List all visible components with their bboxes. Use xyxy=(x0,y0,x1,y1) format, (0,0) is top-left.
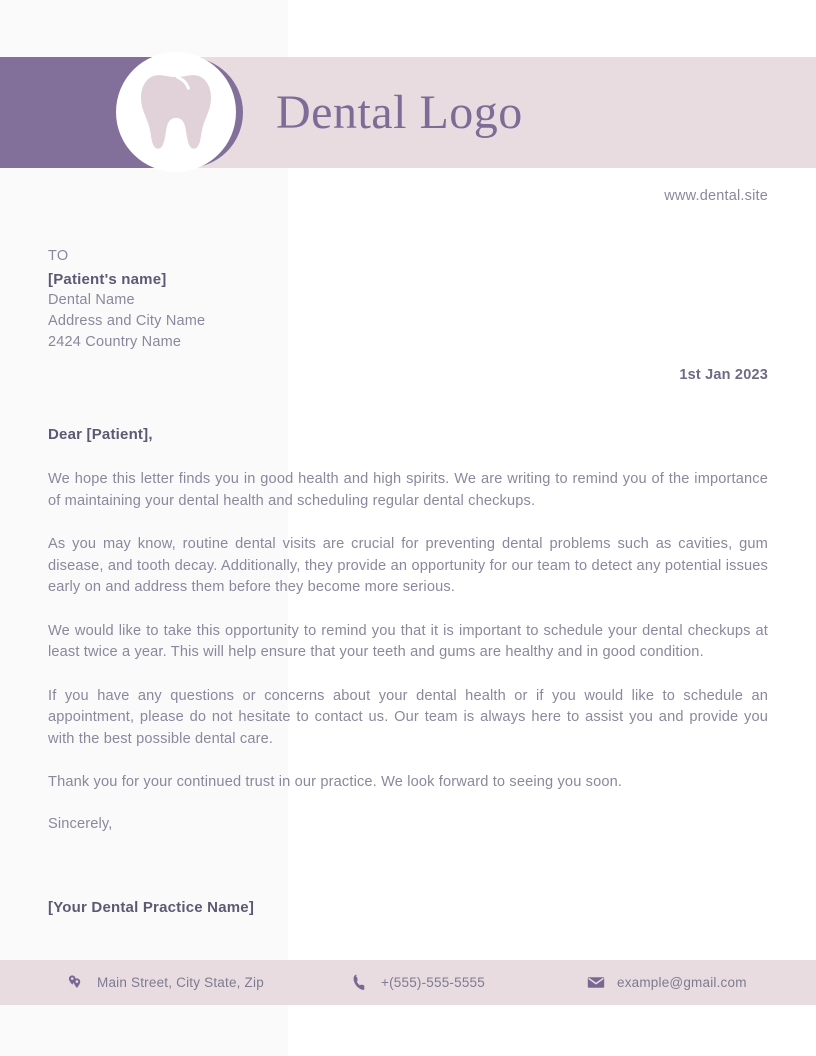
brand-name: Dental Logo xyxy=(276,86,523,139)
salutation: Dear [Patient], xyxy=(48,426,153,443)
recipient-address-line-2: Address and City Name xyxy=(48,313,206,329)
recipient-address-line-1: Dental Name xyxy=(48,292,135,308)
thank-you-line: Thank you for your continued trust in our practice. We look forward to seeing you soon. xyxy=(48,774,623,790)
body-paragraph-4: If you have any questions or concerns about your dental health or if you would like to schedule an appointment, please do not hesitate to contact us. Our team is always here to assist you and provide you with the best possible dental care. xyxy=(48,687,768,747)
recipient-patient-name: [Patient's name] xyxy=(48,271,167,288)
body-paragraph-1: We hope this letter finds you in good health and high spirits. We are writing to remind you of the importance of maintaining your dental health and scheduling regular dental checkups. xyxy=(48,471,768,509)
tooth-icon xyxy=(139,73,213,151)
footer-phone-text: +(555)-555-5555 xyxy=(381,975,485,990)
letter-date: 1st Jan 2023 xyxy=(679,367,768,383)
footer-address-text: Main Street, City State, Zip xyxy=(97,975,264,990)
letterhead-footer xyxy=(0,960,816,1005)
body-paragraph-3: We would like to take this opportunity to remind you that it is important to schedule your dental checkups at least twice a year. This will help ensure that your teeth and gums are healthy and in good condition. xyxy=(48,622,768,660)
body-paragraph-2: As you may know, routine dental visits are crucial for preventing dental problems such as cavities, gum disease, and tooth decay. Additionally, they provide an opportunity for our team to detect any potential issues early on and address them before they become more serious. xyxy=(48,536,768,595)
footer-email-text: example@gmail.com xyxy=(617,975,747,990)
footer-email xyxy=(586,973,747,993)
letter-body xyxy=(48,426,768,916)
to-label: TO xyxy=(48,248,69,264)
phone-icon xyxy=(350,973,370,993)
practice-name-signature: [Your Dental Practice Name] xyxy=(48,899,255,916)
sign-off: Sincerely, xyxy=(48,815,113,832)
website-url: www.dental.site xyxy=(664,188,768,204)
footer-address xyxy=(66,973,264,993)
logo-circle xyxy=(116,52,236,172)
envelope-icon xyxy=(586,973,606,993)
letterhead-header xyxy=(0,57,816,168)
footer-phone xyxy=(350,973,485,993)
recipient-address-line-3: 2424 Country Name xyxy=(48,334,182,350)
location-pin-icon xyxy=(66,973,86,993)
recipient-block xyxy=(48,246,388,353)
